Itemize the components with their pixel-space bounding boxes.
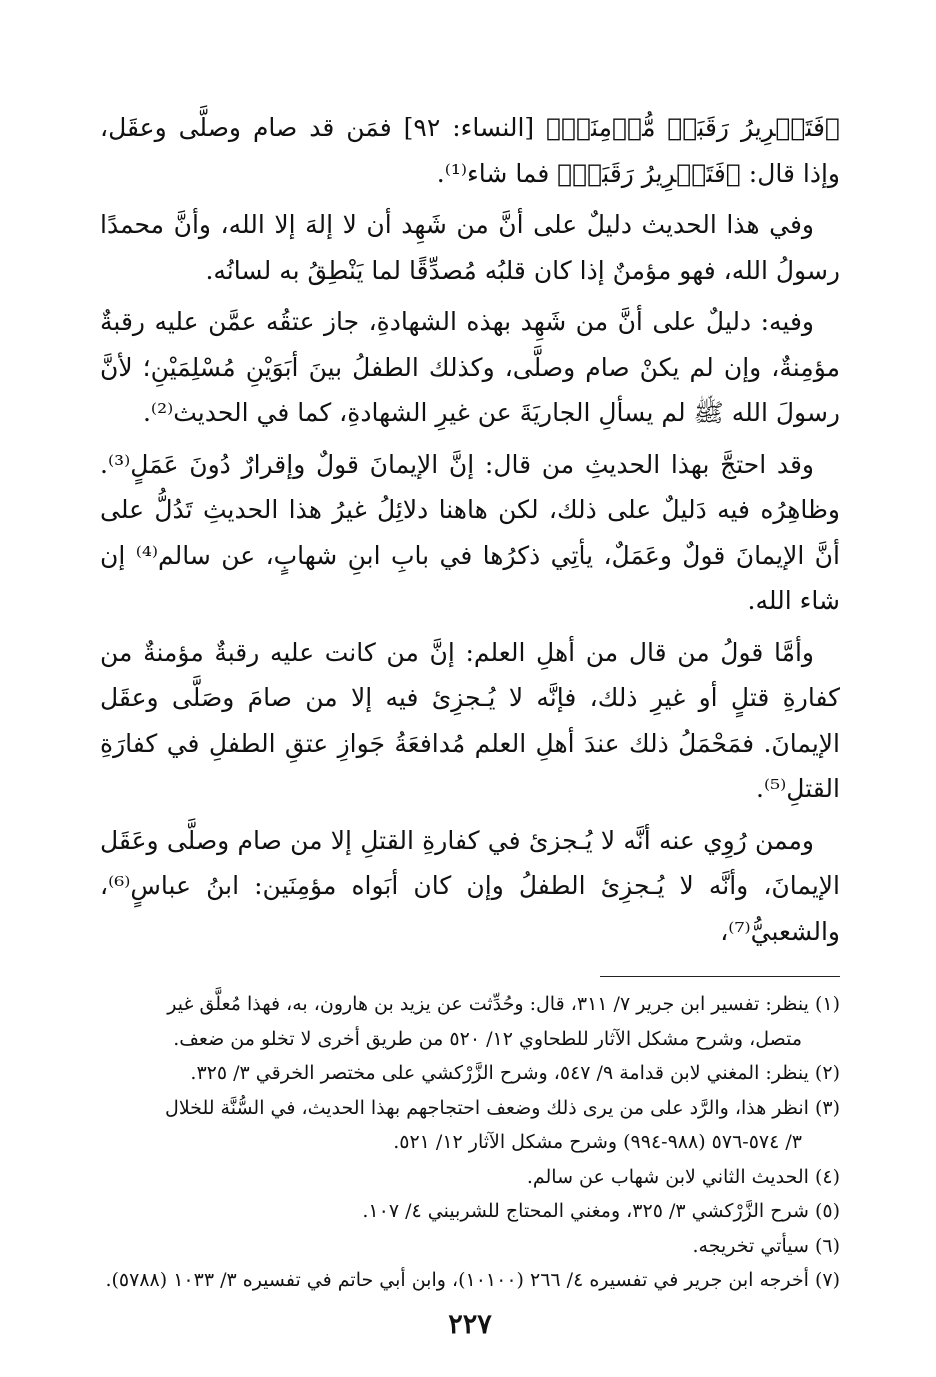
footnote-3-continued: ٣/ ٥٧٤-٥٧٦ (٩٨٨-٩٩٤) وشرح مشكل الآثار ١٢/ ٥٢١. [393,1131,802,1153]
page-number: ٢٢٧ [448,1309,492,1340]
footnote-1: (١) ينظر: تفسير ابن جرير ٧/ ٣١١، قال: وحُدِّثت عن يزيد بن هارون، به، فهذا مُعلَّق غير [167,993,840,1015]
footnote-7: (٧) أخرجه ابن جرير في تفسيره ٤/ ٢٦٦ (١٠١٠٠)، وابن أبي حاتم في تفسيره ٣/ ١٠٣٣ (٥٧٨٨). [105,1269,840,1291]
footnote-4: (٤) الحديث الثاني لابن شهاب عن سالم. [526,1165,840,1188]
paragraph-2: وفي هذا الحديث دليلٌ على أنَّ من شَهِد أن لا إلهَ إلا الله، وأنَّ محمدًا رسولُ الله، فهو مؤمنٌ إذا كان قلبُه مُصدِّقًا لما يَنْطِقُ به لسانُه. [100,210,840,285]
footnote-5: (٥) شرح الزَّرْكشي ٣/ ٣٢٥، ومغني المحتاج للشربيني ٤/ ١٠٧. [362,1200,840,1222]
paragraph-5: وأمَّا قولُ من قال من أهلِ العلم: إنَّ من كانت عليه رقبةٌ مؤمنةٌ من كفارةِ قتلٍ أو غيرِ ذلك، فإنَّه لا يُـجزِئ فيه إلا من صامَ وصَلَّى وعقَل الإيمانَ. فمَحْمَلُ ذلك عندَ أهلِ العلم مُدافعَةُ جَوازِ عتقِ الطفلِ في كفارَةِ القتلِ⁽⁵⁾. [100,637,840,803]
paragraph-1: ﴿فَتَحۡرِيرُ رَقَبَةٖ مُّؤۡمِنَةٖ﴾ [النساء: ٩٢] فمَن قد صام وصلَّى وعقَل، وإذا قال: ﴿فَتَحۡرِيرُ رَقَبَةٖ﴾ فما شاء⁽¹⁾. [100,113,840,188]
paragraph-3: وفيه: دليلٌ على أنَّ من شَهِد بهذه الشهادةِ، جاز عتقُه عمَّن عليه رقبةٌ مؤمِنةٌ، وإن لم يكنْ صام وصلَّى، وكذلك الطفلُ بينَ أبَوَيْنِ مُسْلِمَيْنِ؛ لأنَّ رسولَ الله ﷺ لم يسألِ الجاريَةَ عن غيرِ الشهادةِ، كما في الحديث⁽²⁾. [100,307,840,427]
paragraph-4: وقد احتجَّ بهذا الحديثِ من قال: إنَّ الإيمانَ قولٌ وإقرارٌ دُونَ عَمَلٍ⁽³⁾. وظاهِرُه فيه دَليلٌ على ذلك، لكن هاهنا دلائِلُ غيرُ هذا الحديثِ تَدُلُّ على أنَّ الإيمانَ قولٌ وعَمَلٌ، يأتِي ذكرُها في بابِ ابنِ شهابٍ، عن سالم⁽⁴⁾ إن شاء الله. [100,449,840,615]
paragraph-6: وممن رُوِي عنه أنَّه لا يُـجزئ في كفارةِ القتلِ إلا من صام وصلَّى وعَقَل الإيمانَ، وأنَّه لا يُـجزِئ الطفلُ وإن كان أبَواه مؤمِنَين: ابنُ عباسٍ⁽⁶⁾، والشعبيُّ⁽⁷⁾، [100,825,840,946]
footnote-3: (٣) انظر هذا، والرَّد على من يرى ذلك وضعف احتجاجهم بهذا الحديث، في السُّنَّة للخلال [165,1096,840,1119]
footnote-6: (٦) سيأتي تخريجه. [692,1234,840,1257]
footnotes [100,987,840,1298]
footnote-2: (٢) ينظر: المغني لابن قدامة ٩/ ٥٤٧، وشرح الزَّرْكشي على مختصر الخرقي ٣/ ٣٢٥. [190,1062,840,1084]
page [100,105,840,1365]
main-text [100,105,840,954]
footnote-divider [600,976,840,977]
footnote-1-continued: متصل، وشرح مشكل الآثار للطحاوي ١٢/ ٥٢٠ من طريق أخرى لا تخلو من ضعف. [173,1027,802,1050]
